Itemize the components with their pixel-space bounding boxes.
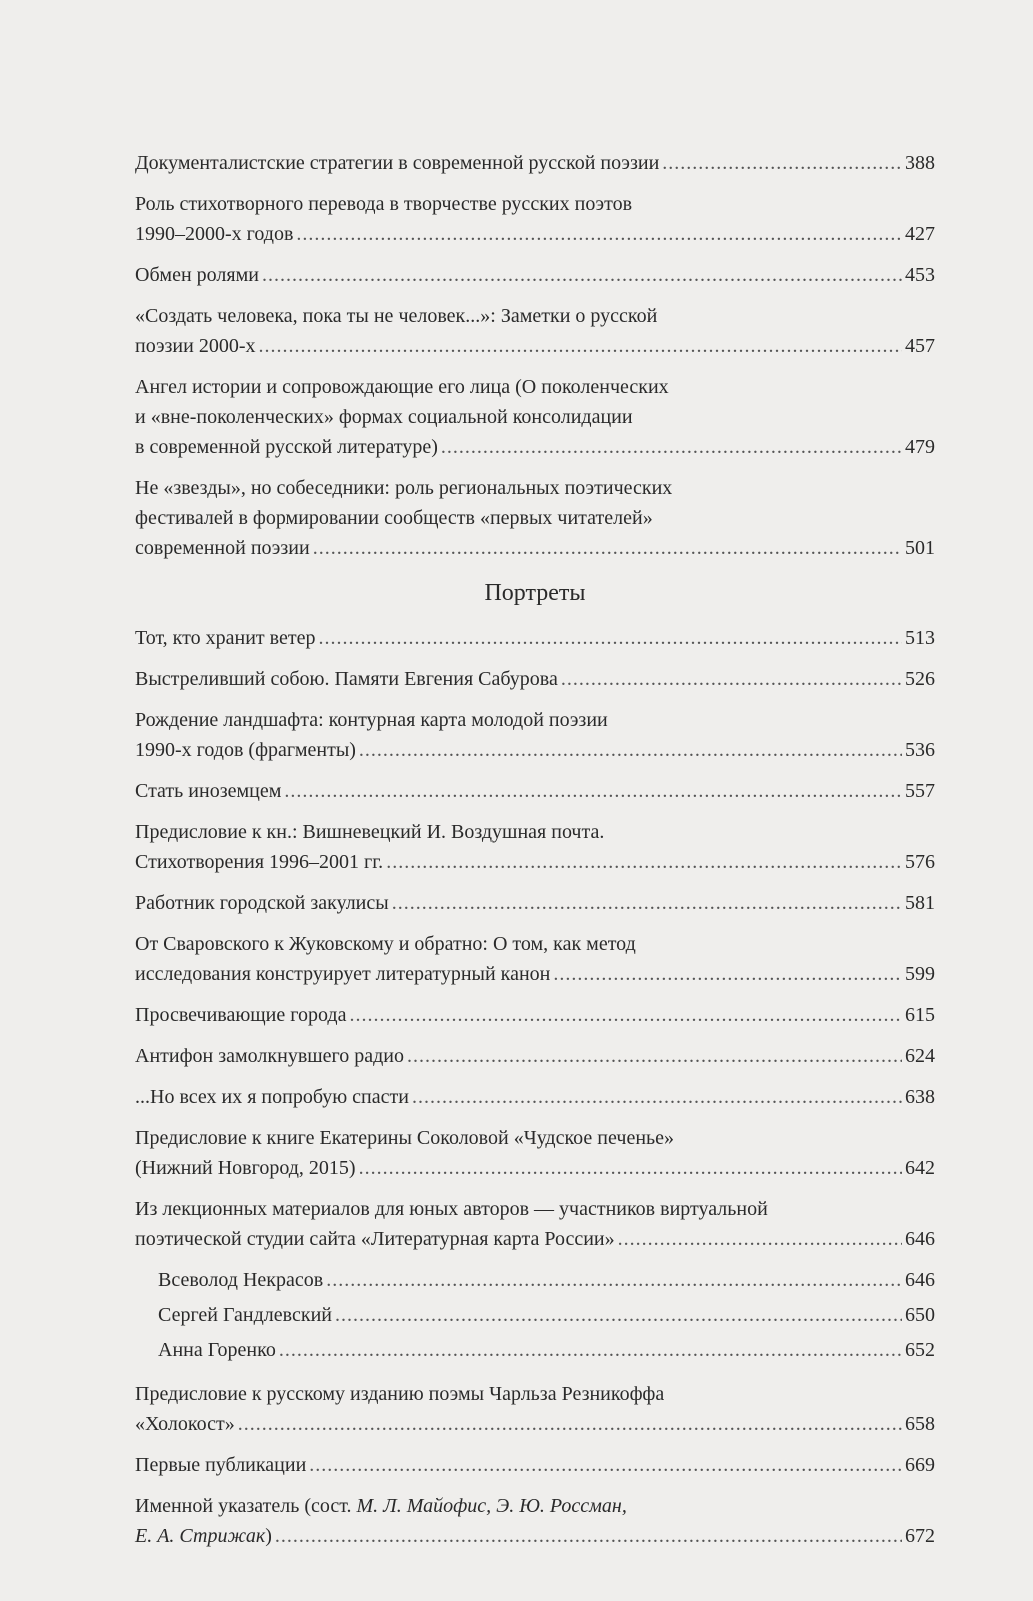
- toc-entry: [135, 473, 935, 563]
- entry-title-last: поэтической студии сайта «Литературная карта России»: [135, 1228, 615, 1250]
- toc-entry: [135, 1041, 935, 1071]
- page-number: 453: [905, 264, 935, 286]
- toc-entry: [135, 1123, 935, 1183]
- toc-entry: [135, 1379, 935, 1439]
- toc-sub-entry: [135, 1300, 935, 1330]
- leader-dots: [386, 847, 902, 877]
- leader-dots: [359, 735, 902, 765]
- entry-title-last: Выстреливший собою. Памяти Евгения Сабурова: [135, 668, 558, 690]
- toc-entry-index: [135, 1491, 935, 1551]
- toc-entry: [135, 189, 935, 249]
- entry-title-line: Роль стихотворного перевода в творчестве русских поэтов: [135, 193, 633, 215]
- page-number: 526: [905, 668, 935, 690]
- page-number: 658: [905, 1413, 935, 1435]
- page-number: 624: [905, 1045, 935, 1067]
- toc-sub-list: [135, 1265, 935, 1365]
- entry-title-last: (Нижний Новгород, 2015): [135, 1157, 356, 1179]
- page-number: 388: [905, 152, 935, 174]
- entry-title-line: Предисловие к книге Екатерины Соколовой «Чудское печенье»: [135, 1127, 675, 1149]
- index-title-plain: Именной указатель (сост.: [135, 1495, 357, 1517]
- toc-entry: [135, 1194, 935, 1254]
- entry-title-last: Антифон замолкнувшего радио: [135, 1045, 405, 1067]
- entry-title-last: Работник городской закулисы: [135, 892, 389, 914]
- sub-entry-title: Анна Горенко: [158, 1339, 276, 1361]
- leader-dots: [279, 1335, 902, 1365]
- leader-dots: [618, 1224, 902, 1254]
- toc-entry: [135, 1000, 935, 1030]
- leader-dots: [392, 888, 902, 918]
- entry-title-last: современной поэзии: [135, 537, 310, 559]
- leader-dots: [259, 331, 903, 361]
- leader-dots: [238, 1409, 902, 1439]
- entry-title-last: Тот, кто хранит ветер: [135, 627, 316, 649]
- section-title: Портреты: [484, 580, 586, 606]
- entry-title-last: Просвечивающие города: [135, 1004, 347, 1026]
- entry-title-line: Из лекционных материалов для юных авторов — участников виртуальной: [135, 1198, 768, 1220]
- entry-title-last: 1990-х годов (фрагменты): [135, 739, 356, 761]
- page-number: 672: [905, 1525, 935, 1547]
- index-title-close: ): [265, 1525, 272, 1547]
- entry-title-line: Предисловие к русскому изданию поэмы Чарльза Резникоффа: [135, 1383, 665, 1405]
- toc-entry: [135, 929, 935, 989]
- leader-dots: [309, 1450, 902, 1480]
- toc-entry: [135, 372, 935, 462]
- index-compilers: М. Л. Майофис, Э. Ю. Россман,: [356, 1495, 627, 1517]
- page-number: 615: [905, 1004, 935, 1026]
- entry-title-last: 1990–2000-х годов: [135, 223, 294, 245]
- page-number: 479: [905, 436, 935, 458]
- entry-title-line: Не «звезды», но собеседники: роль региональных поэтических: [135, 477, 673, 499]
- leader-dots: [441, 432, 902, 462]
- leader-dots: [335, 1300, 902, 1330]
- entry-title-line: Предисловие к кн.: Вишневецкий И. Воздушная почта.: [135, 821, 605, 843]
- toc-list-portraits: [135, 623, 935, 1254]
- entry-title-last: в современной русской литературе): [135, 436, 438, 458]
- entry-title-last: Обмен ролями: [135, 264, 259, 286]
- leader-dots: [313, 533, 902, 563]
- page-number: 642: [905, 1157, 935, 1179]
- entry-title-last: Документалистские стратегии в современной русской поэзии: [135, 152, 660, 174]
- toc-entry: [135, 817, 935, 877]
- page-number: 536: [905, 739, 935, 761]
- toc-sub-entry: [135, 1335, 935, 1365]
- entry-title-last: Первые публикации: [135, 1454, 307, 1476]
- leader-dots: [412, 1082, 902, 1112]
- toc-entry: [135, 148, 935, 178]
- toc-entry: [135, 623, 935, 653]
- table-of-contents: [135, 148, 935, 1562]
- page-number: 581: [905, 892, 935, 914]
- toc-entry: [135, 301, 935, 361]
- entry-title-line: Ангел истории и сопровождающие его лица (О поколенческих: [135, 376, 669, 398]
- entry-title-line: и «вне-поколенческих» формах социальной консолидации: [135, 406, 633, 428]
- toc-list-top: [135, 148, 935, 563]
- toc-entry: [135, 1082, 935, 1112]
- leader-dots: [318, 623, 902, 653]
- leader-dots: [662, 148, 902, 178]
- entry-title-line: фестивалей в формировании сообществ «первых читателей»: [135, 507, 653, 529]
- page-number: 652: [905, 1339, 935, 1361]
- page-number: 599: [905, 963, 935, 985]
- page-number: 638: [905, 1086, 935, 1108]
- leader-dots: [262, 260, 902, 290]
- page-number: 646: [905, 1269, 935, 1291]
- leader-dots: [275, 1521, 902, 1551]
- page-number: 669: [905, 1454, 935, 1476]
- sub-entry-title: Всеволод Некрасов: [158, 1269, 324, 1291]
- entry-title-line: Рождение ландшафта: контурная карта молодой поэзии: [135, 709, 608, 731]
- page-number: 557: [905, 780, 935, 802]
- page-number: 650: [905, 1304, 935, 1326]
- leader-dots: [553, 959, 902, 989]
- leader-dots: [407, 1041, 902, 1071]
- toc-entry: [135, 664, 935, 694]
- page-number: 457: [905, 335, 935, 357]
- page-number: 513: [905, 627, 935, 649]
- page-number: 501: [905, 537, 935, 559]
- leader-dots: [349, 1000, 902, 1030]
- toc-entry: [135, 888, 935, 918]
- toc-entry: [135, 705, 935, 765]
- entry-title-last: «Холокост»: [135, 1413, 235, 1435]
- toc-entry: [135, 260, 935, 290]
- toc-entry: [135, 1450, 935, 1480]
- leader-dots: [359, 1153, 902, 1183]
- toc-sub-entry: [135, 1265, 935, 1295]
- entry-title-last: ...Но всех их я попробую спасти: [135, 1086, 409, 1108]
- page-number: 427: [905, 223, 935, 245]
- page-number: 576: [905, 851, 935, 873]
- entry-title-last: Стихотворения 1996–2001 гг.: [135, 851, 384, 873]
- entry-title-last: исследования конструирует литературный канон: [135, 963, 551, 985]
- entry-title-last: Стать иноземцем: [135, 780, 282, 802]
- leader-dots: [326, 1265, 902, 1295]
- leader-dots: [284, 776, 902, 806]
- page-number: 646: [905, 1228, 935, 1250]
- leader-dots: [296, 219, 902, 249]
- index-compiler-last: Е. А. Стрижак: [135, 1525, 266, 1547]
- leader-dots: [561, 664, 902, 694]
- toc-list-end: [135, 1379, 935, 1480]
- toc-entry: [135, 776, 935, 806]
- entry-title-line: «Создать человека, пока ты не человек...»: Заметки о русской: [135, 305, 658, 327]
- entry-title-last: поэзии 2000-х: [135, 335, 256, 357]
- sub-entry-title: Сергей Гандлевский: [158, 1304, 332, 1326]
- entry-title-line: От Сваровского к Жуковскому и обратно: О том, как метод: [135, 933, 636, 955]
